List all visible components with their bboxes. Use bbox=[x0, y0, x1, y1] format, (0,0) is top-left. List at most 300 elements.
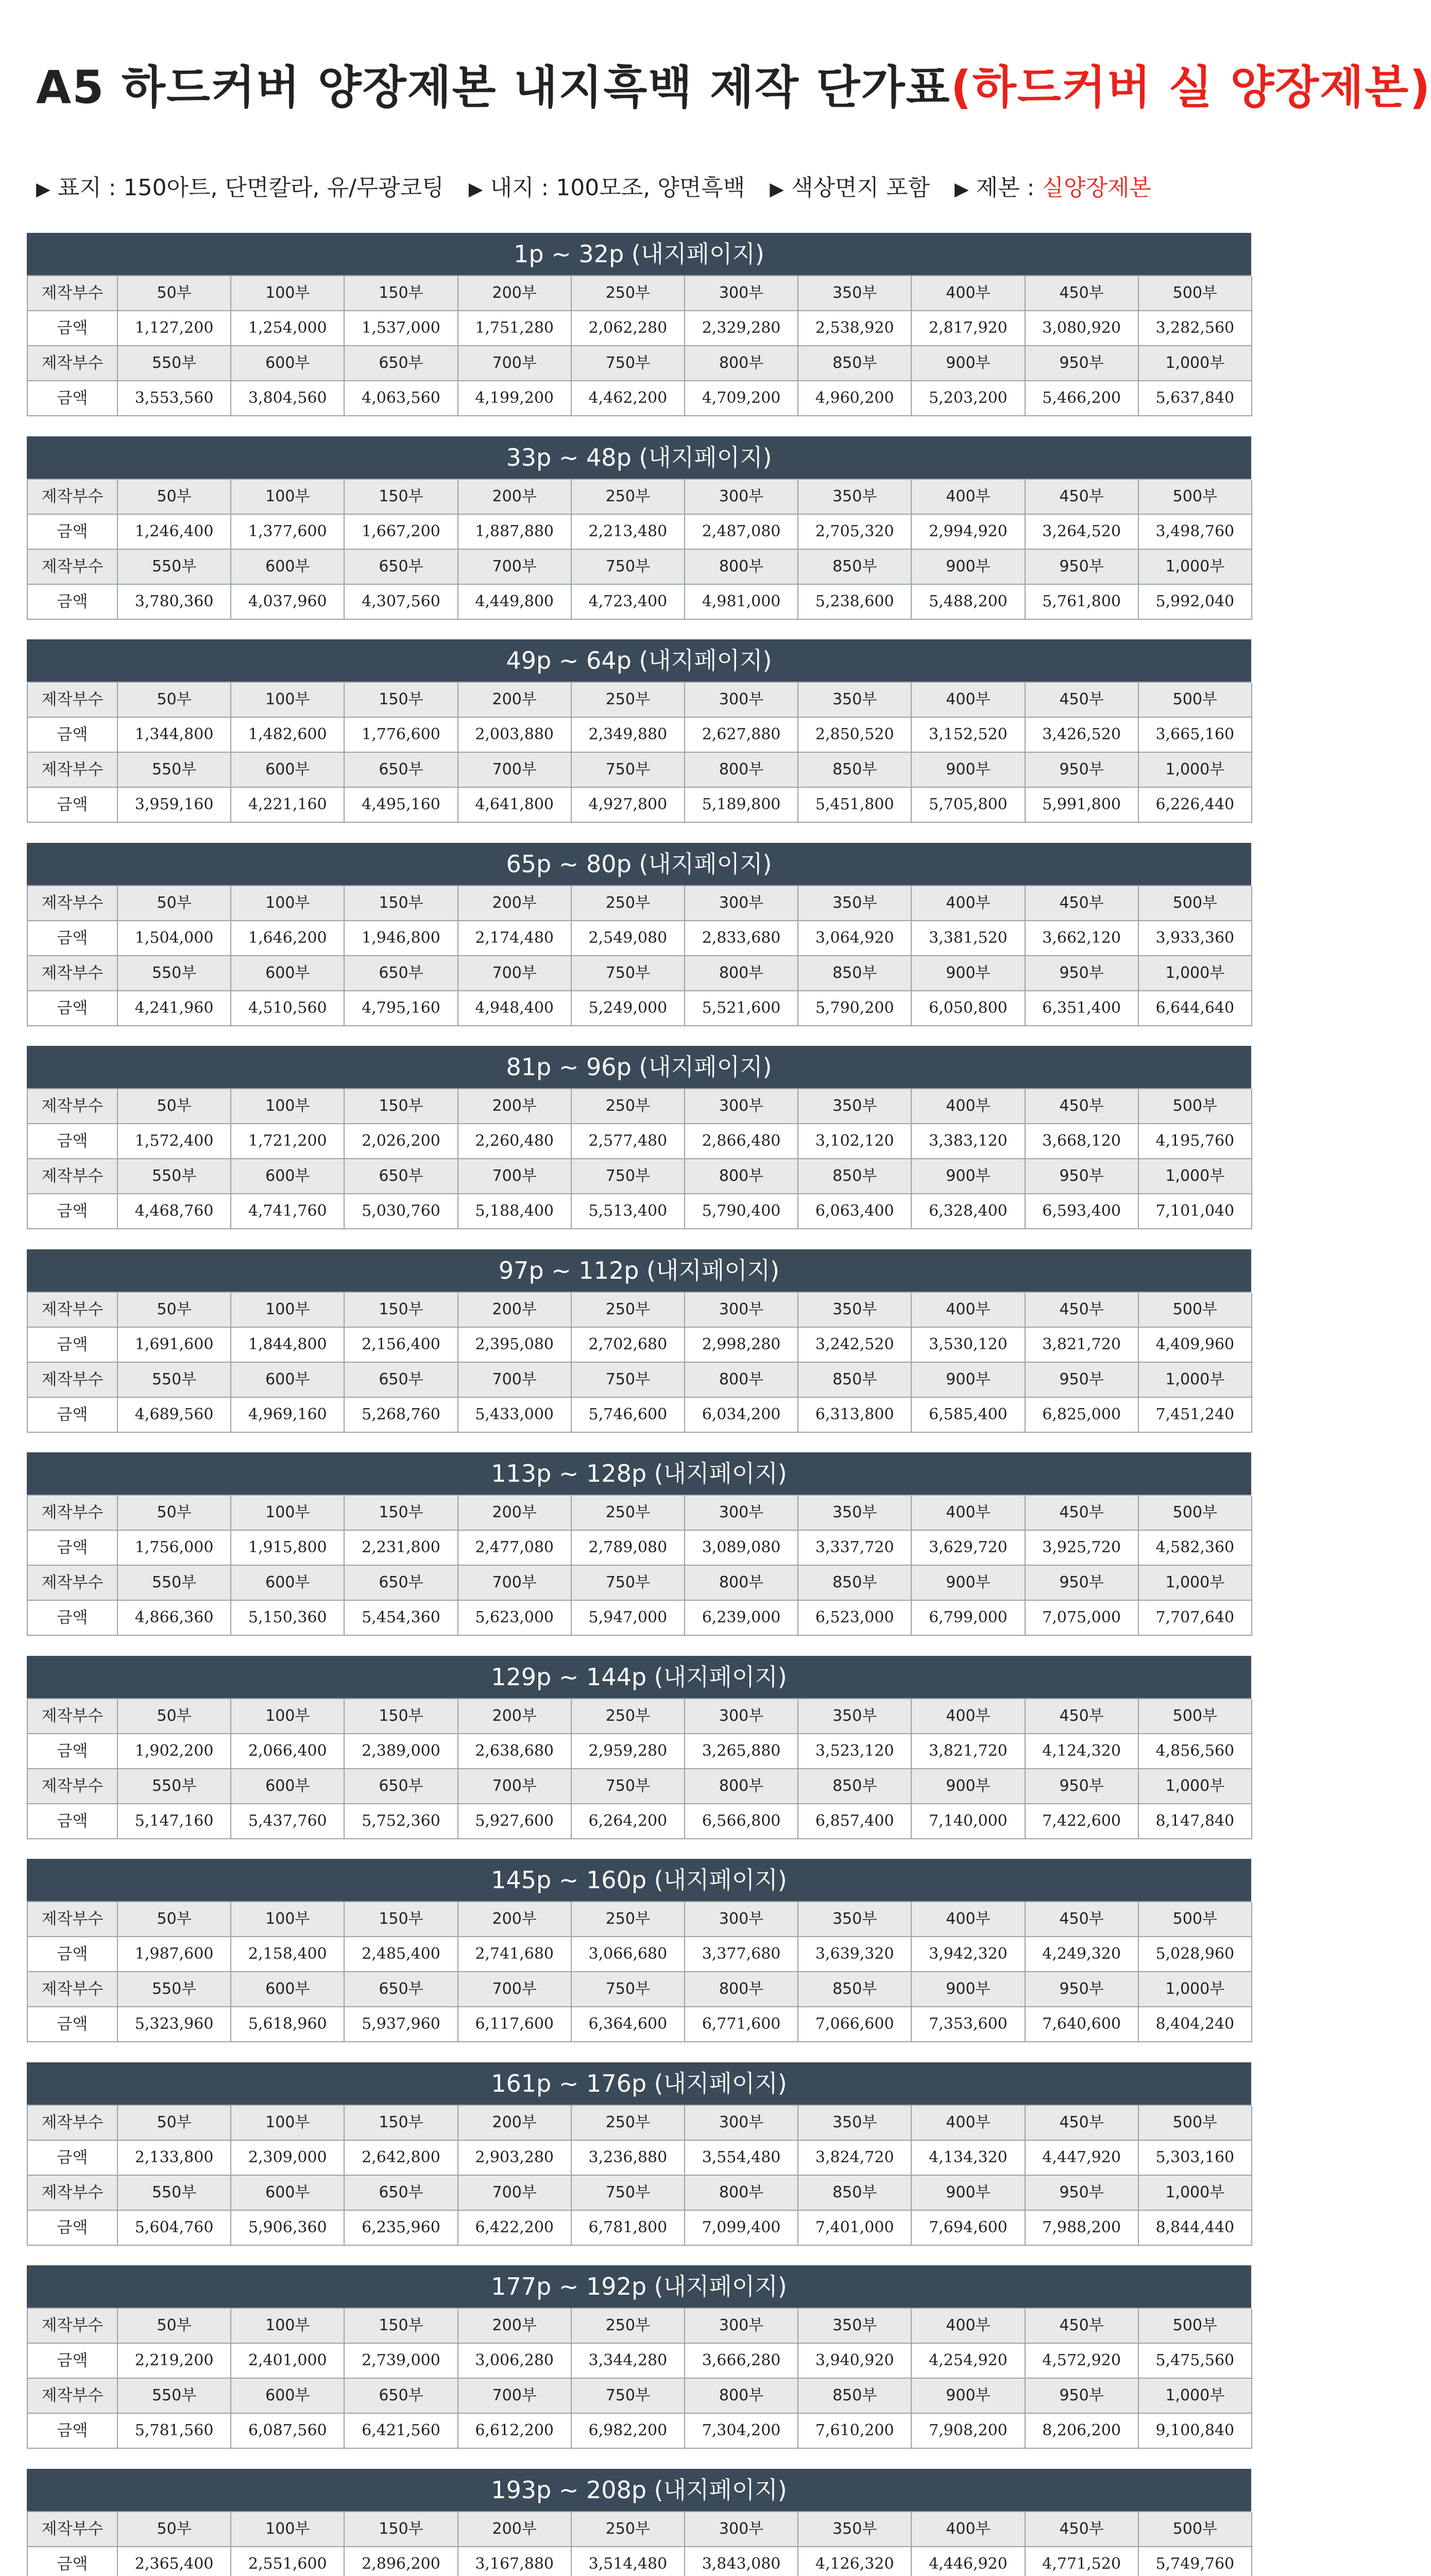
row-label: 제작부수 bbox=[28, 2379, 118, 2414]
quantity-cell: 100부 bbox=[231, 1496, 345, 1531]
quantity-cell: 100부 bbox=[231, 2309, 345, 2344]
quantity-cell: 750부 bbox=[572, 1363, 685, 1398]
price-cell: 1,756,000 bbox=[118, 1531, 231, 1566]
quantity-cell: 900부 bbox=[912, 1363, 1025, 1398]
quantity-cell: 450부 bbox=[1026, 2106, 1139, 2141]
quantity-cell: 900부 bbox=[912, 550, 1025, 585]
price-cell: 6,313,800 bbox=[798, 1398, 912, 1433]
price-cell: 2,642,800 bbox=[345, 2141, 458, 2176]
spec-inner: ▶ 내지 : 100모조, 양면흑백 bbox=[468, 175, 745, 201]
quantity-cell: 50부 bbox=[118, 276, 231, 311]
quantity-cell: 650부 bbox=[345, 1159, 458, 1194]
quantity-cell: 550부 bbox=[118, 346, 231, 381]
page-range-header: 161p ~ 176p (내지페이지) bbox=[27, 2062, 1251, 2105]
quantity-cell: 300부 bbox=[685, 1902, 798, 1937]
price-cell: 2,485,400 bbox=[345, 1937, 458, 1972]
arrow-icon: ▶ bbox=[36, 179, 50, 200]
quantity-row bbox=[28, 1159, 1251, 1194]
quantity-cell: 850부 bbox=[798, 956, 912, 991]
row-label: 제작부수 bbox=[28, 1902, 118, 1937]
quantity-cell: 900부 bbox=[912, 2379, 1025, 2414]
price-cell: 4,981,000 bbox=[685, 585, 798, 620]
quantity-cell: 750부 bbox=[572, 1159, 685, 1194]
row-label: 제작부수 bbox=[28, 550, 118, 585]
price-cell: 3,780,360 bbox=[118, 585, 231, 620]
row-label: 금액 bbox=[28, 311, 118, 346]
price-cell: 3,821,720 bbox=[912, 1734, 1025, 1769]
quantity-cell: 100부 bbox=[231, 480, 345, 515]
price-table bbox=[27, 1046, 1251, 1231]
quantity-cell: 50부 bbox=[118, 683, 231, 718]
quantity-cell: 300부 bbox=[685, 2512, 798, 2547]
quantity-cell: 800부 bbox=[685, 550, 798, 585]
price-cell: 7,988,200 bbox=[1026, 2211, 1139, 2246]
quantity-cell: 950부 bbox=[1026, 1769, 1139, 1804]
price-cell: 8,206,200 bbox=[1026, 2414, 1139, 2449]
price-cell: 1,844,800 bbox=[231, 1328, 345, 1363]
quantity-cell: 450부 bbox=[1026, 276, 1139, 311]
quantity-cell: 250부 bbox=[572, 683, 685, 718]
price-cell: 4,948,400 bbox=[458, 991, 572, 1026]
quantity-cell: 1,000부 bbox=[1139, 550, 1252, 585]
row-label: 제작부수 bbox=[28, 683, 118, 718]
quantity-cell: 500부 bbox=[1139, 1496, 1252, 1531]
price-cell: 2,705,320 bbox=[798, 515, 912, 550]
price-cell: 1,572,400 bbox=[118, 1124, 231, 1159]
price-cell: 1,987,600 bbox=[118, 1937, 231, 1972]
price-cell: 2,741,680 bbox=[458, 1937, 572, 1972]
price-cell: 2,026,200 bbox=[345, 1124, 458, 1159]
quantity-cell: 350부 bbox=[798, 683, 912, 718]
price-cell: 2,551,600 bbox=[231, 2547, 345, 2576]
amount-row bbox=[28, 381, 1251, 416]
quantity-cell: 800부 bbox=[685, 1972, 798, 2007]
price-cell: 2,309,000 bbox=[231, 2141, 345, 2176]
price-cell: 6,351,400 bbox=[1026, 991, 1139, 1026]
price-cell: 4,063,560 bbox=[345, 381, 458, 416]
price-cell: 4,866,360 bbox=[118, 1601, 231, 1636]
page-range-header: 97p ~ 112p (내지페이지) bbox=[27, 1249, 1251, 1292]
price-grid bbox=[27, 2105, 1251, 2246]
price-cell: 3,080,920 bbox=[1026, 311, 1139, 346]
quantity-cell: 300부 bbox=[685, 2309, 798, 2344]
price-cell: 3,668,120 bbox=[1026, 1124, 1139, 1159]
quantity-cell: 750부 bbox=[572, 1566, 685, 1601]
quantity-cell: 450부 bbox=[1026, 2512, 1139, 2547]
price-cell: 4,195,760 bbox=[1139, 1124, 1252, 1159]
quantity-row bbox=[28, 550, 1251, 585]
quantity-cell: 250부 bbox=[572, 2106, 685, 2141]
price-cell: 7,707,640 bbox=[1139, 1601, 1252, 1636]
price-cell: 4,462,200 bbox=[572, 381, 685, 416]
quantity-cell: 700부 bbox=[458, 1769, 572, 1804]
price-cell: 3,666,280 bbox=[685, 2344, 798, 2379]
price-grid bbox=[27, 1901, 1251, 2042]
quantity-cell: 500부 bbox=[1139, 1699, 1252, 1734]
row-label: 제작부수 bbox=[28, 276, 118, 311]
quantity-cell: 150부 bbox=[345, 1293, 458, 1328]
quantity-cell: 300부 bbox=[685, 886, 798, 921]
price-cell: 6,523,000 bbox=[798, 1601, 912, 1636]
quantity-cell: 150부 bbox=[345, 1496, 458, 1531]
quantity-cell: 250부 bbox=[572, 1496, 685, 1531]
quantity-cell: 100부 bbox=[231, 683, 345, 718]
price-cell: 6,328,400 bbox=[912, 1194, 1025, 1229]
page-title bbox=[36, 49, 1431, 126]
price-table bbox=[27, 639, 1251, 825]
price-cell: 3,940,920 bbox=[798, 2344, 912, 2379]
quantity-cell: 600부 bbox=[231, 1972, 345, 2007]
price-cell: 1,482,600 bbox=[231, 718, 345, 753]
price-cell: 7,075,000 bbox=[1026, 1601, 1139, 1636]
row-label: 제작부수 bbox=[28, 753, 118, 788]
quantity-cell: 350부 bbox=[798, 1089, 912, 1124]
price-cell: 4,447,920 bbox=[1026, 2141, 1139, 2176]
quantity-cell: 150부 bbox=[345, 1902, 458, 1937]
price-cell: 1,254,000 bbox=[231, 311, 345, 346]
price-grid bbox=[27, 1495, 1251, 1636]
row-label: 금액 bbox=[28, 585, 118, 620]
price-cell: 4,409,960 bbox=[1139, 1328, 1252, 1363]
amount-row bbox=[28, 2141, 1251, 2176]
quantity-cell: 750부 bbox=[572, 753, 685, 788]
quantity-cell: 850부 bbox=[798, 550, 912, 585]
price-cell: 5,623,000 bbox=[458, 1601, 572, 1636]
quantity-cell: 200부 bbox=[458, 480, 572, 515]
amount-row bbox=[28, 2414, 1251, 2449]
quantity-row bbox=[28, 1769, 1251, 1804]
price-table bbox=[27, 1859, 1251, 2044]
price-cell: 4,134,320 bbox=[912, 2141, 1025, 2176]
quantity-cell: 50부 bbox=[118, 1699, 231, 1734]
price-cell: 5,781,560 bbox=[118, 2414, 231, 2449]
price-cell: 3,265,880 bbox=[685, 1734, 798, 1769]
quantity-cell: 950부 bbox=[1026, 2379, 1139, 2414]
page-range-header: 65p ~ 80p (내지페이지) bbox=[27, 843, 1251, 885]
quantity-cell: 1,000부 bbox=[1139, 1159, 1252, 1194]
price-cell: 1,887,880 bbox=[458, 515, 572, 550]
quantity-cell: 350부 bbox=[798, 1496, 912, 1531]
price-cell: 2,627,880 bbox=[685, 718, 798, 753]
row-label: 제작부수 bbox=[28, 886, 118, 921]
quantity-cell: 150부 bbox=[345, 2512, 458, 2547]
quantity-cell: 850부 bbox=[798, 1769, 912, 1804]
price-cell: 4,927,800 bbox=[572, 788, 685, 823]
quantity-cell: 950부 bbox=[1026, 956, 1139, 991]
quantity-cell: 100부 bbox=[231, 1293, 345, 1328]
quantity-cell: 800부 bbox=[685, 1363, 798, 1398]
quantity-cell: 600부 bbox=[231, 2379, 345, 2414]
price-cell: 3,662,120 bbox=[1026, 921, 1139, 956]
row-label: 제작부수 bbox=[28, 1496, 118, 1531]
row-label: 제작부수 bbox=[28, 2176, 118, 2211]
quantity-row bbox=[28, 480, 1251, 515]
quantity-cell: 350부 bbox=[798, 2309, 912, 2344]
price-cell: 3,102,120 bbox=[798, 1124, 912, 1159]
price-grid bbox=[27, 885, 1251, 1026]
price-cell: 2,158,400 bbox=[231, 1937, 345, 1972]
price-cell: 1,646,200 bbox=[231, 921, 345, 956]
quantity-cell: 1,000부 bbox=[1139, 346, 1252, 381]
price-cell: 5,303,160 bbox=[1139, 2141, 1252, 2176]
quantity-cell: 450부 bbox=[1026, 886, 1139, 921]
quantity-cell: 700부 bbox=[458, 753, 572, 788]
price-cell: 6,117,600 bbox=[458, 2007, 572, 2042]
quantity-cell: 950부 bbox=[1026, 2176, 1139, 2211]
quantity-cell: 700부 bbox=[458, 1972, 572, 2007]
row-label: 제작부수 bbox=[28, 346, 118, 381]
amount-row bbox=[28, 1328, 1251, 1363]
quantity-cell: 300부 bbox=[685, 1293, 798, 1328]
price-cell: 2,156,400 bbox=[345, 1328, 458, 1363]
quantity-cell: 150부 bbox=[345, 1699, 458, 1734]
price-cell: 4,468,760 bbox=[118, 1194, 231, 1229]
price-cell: 2,903,280 bbox=[458, 2141, 572, 2176]
quantity-cell: 200부 bbox=[458, 2309, 572, 2344]
price-cell: 1,246,400 bbox=[118, 515, 231, 550]
quantity-cell: 550부 bbox=[118, 550, 231, 585]
amount-row bbox=[28, 921, 1251, 956]
quantity-cell: 500부 bbox=[1139, 886, 1252, 921]
quantity-row bbox=[28, 1089, 1251, 1124]
quantity-cell: 250부 bbox=[572, 886, 685, 921]
quantity-cell: 300부 bbox=[685, 1089, 798, 1124]
price-cell: 2,577,480 bbox=[572, 1124, 685, 1159]
quantity-cell: 400부 bbox=[912, 1293, 1025, 1328]
quantity-cell: 500부 bbox=[1139, 276, 1252, 311]
price-cell: 5,454,360 bbox=[345, 1601, 458, 1636]
price-cell: 3,553,560 bbox=[118, 381, 231, 416]
amount-row bbox=[28, 585, 1251, 620]
arrow-icon: ▶ bbox=[954, 179, 969, 200]
quantity-cell: 650부 bbox=[345, 956, 458, 991]
price-grid bbox=[27, 275, 1251, 416]
quantity-cell: 450부 bbox=[1026, 1089, 1139, 1124]
price-cell: 5,604,760 bbox=[118, 2211, 231, 2246]
quantity-cell: 600부 bbox=[231, 956, 345, 991]
quantity-cell: 550부 bbox=[118, 956, 231, 991]
quantity-cell: 750부 bbox=[572, 1972, 685, 2007]
price-cell: 4,960,200 bbox=[798, 381, 912, 416]
price-cell: 6,421,560 bbox=[345, 2414, 458, 2449]
row-label: 금액 bbox=[28, 788, 118, 823]
price-cell: 3,942,320 bbox=[912, 1937, 1025, 1972]
amount-row bbox=[28, 2007, 1251, 2042]
price-cell: 5,705,800 bbox=[912, 788, 1025, 823]
price-cell: 4,723,400 bbox=[572, 585, 685, 620]
price-cell: 3,554,480 bbox=[685, 2141, 798, 2176]
quantity-cell: 250부 bbox=[572, 276, 685, 311]
quantity-cell: 700부 bbox=[458, 1566, 572, 1601]
quantity-row bbox=[28, 2309, 1251, 2344]
row-label: 제작부수 bbox=[28, 2512, 118, 2547]
price-cell: 1,377,600 bbox=[231, 515, 345, 550]
price-cell: 5,188,400 bbox=[458, 1194, 572, 1229]
quantity-cell: 700부 bbox=[458, 1363, 572, 1398]
quantity-cell: 550부 bbox=[118, 1363, 231, 1398]
quantity-cell: 600부 bbox=[231, 2176, 345, 2211]
quantity-cell: 500부 bbox=[1139, 1902, 1252, 1937]
quantity-cell: 600부 bbox=[231, 1159, 345, 1194]
price-cell: 2,066,400 bbox=[231, 1734, 345, 1769]
amount-row bbox=[28, 1734, 1251, 1769]
quantity-cell: 750부 bbox=[572, 346, 685, 381]
price-cell: 5,618,960 bbox=[231, 2007, 345, 2042]
quantity-row bbox=[28, 753, 1251, 788]
price-cell: 4,254,920 bbox=[912, 2344, 1025, 2379]
quantity-cell: 250부 bbox=[572, 480, 685, 515]
price-cell: 6,566,800 bbox=[685, 1804, 798, 1839]
quantity-cell: 750부 bbox=[572, 956, 685, 991]
price-cell: 3,089,080 bbox=[685, 1531, 798, 1566]
row-label: 금액 bbox=[28, 921, 118, 956]
row-label: 금액 bbox=[28, 1531, 118, 1566]
quantity-cell: 200부 bbox=[458, 2512, 572, 2547]
price-cell: 2,349,880 bbox=[572, 718, 685, 753]
quantity-row bbox=[28, 346, 1251, 381]
price-cell: 3,824,720 bbox=[798, 2141, 912, 2176]
row-label: 제작부수 bbox=[28, 2106, 118, 2141]
price-cell: 3,066,680 bbox=[572, 1937, 685, 1972]
page-range-header: 129p ~ 144p (내지페이지) bbox=[27, 1656, 1251, 1698]
price-cell: 9,100,840 bbox=[1139, 2414, 1252, 2449]
quantity-cell: 450부 bbox=[1026, 1902, 1139, 1937]
quantity-cell: 700부 bbox=[458, 2176, 572, 2211]
price-cell: 1,344,800 bbox=[118, 718, 231, 753]
row-label: 금액 bbox=[28, 381, 118, 416]
price-grid bbox=[27, 1292, 1251, 1433]
price-cell: 3,665,160 bbox=[1139, 718, 1252, 753]
price-cell: 6,585,400 bbox=[912, 1398, 1025, 1433]
price-cell: 2,833,680 bbox=[685, 921, 798, 956]
row-label: 금액 bbox=[28, 2547, 118, 2576]
quantity-cell: 300부 bbox=[685, 683, 798, 718]
quantity-cell: 350부 bbox=[798, 480, 912, 515]
price-cell: 4,221,160 bbox=[231, 788, 345, 823]
quantity-cell: 850부 bbox=[798, 1363, 912, 1398]
price-grid bbox=[27, 1088, 1251, 1229]
quantity-row bbox=[28, 2106, 1251, 2141]
quantity-cell: 500부 bbox=[1139, 683, 1252, 718]
price-cell: 3,514,480 bbox=[572, 2547, 685, 2576]
quantity-cell: 950부 bbox=[1026, 550, 1139, 585]
price-cell: 2,538,920 bbox=[798, 311, 912, 346]
price-cell: 2,329,280 bbox=[685, 311, 798, 346]
price-grid bbox=[27, 1698, 1251, 1839]
quantity-cell: 650부 bbox=[345, 1363, 458, 1398]
price-cell: 3,006,280 bbox=[458, 2344, 572, 2379]
quantity-row bbox=[28, 886, 1251, 921]
price-cell: 1,537,000 bbox=[345, 311, 458, 346]
price-cell: 3,282,560 bbox=[1139, 311, 1252, 346]
quantity-cell: 800부 bbox=[685, 1769, 798, 1804]
price-cell: 5,906,360 bbox=[231, 2211, 345, 2246]
price-cell: 5,030,760 bbox=[345, 1194, 458, 1229]
price-cell: 2,850,520 bbox=[798, 718, 912, 753]
price-cell: 6,050,800 bbox=[912, 991, 1025, 1026]
quantity-cell: 800부 bbox=[685, 2176, 798, 2211]
price-cell: 2,896,200 bbox=[345, 2547, 458, 2576]
price-cell: 4,572,920 bbox=[1026, 2344, 1139, 2379]
price-cell: 7,066,600 bbox=[798, 2007, 912, 2042]
price-cell: 3,236,880 bbox=[572, 2141, 685, 2176]
quantity-cell: 800부 bbox=[685, 1159, 798, 1194]
quantity-cell: 650부 bbox=[345, 2379, 458, 2414]
price-cell: 2,231,800 bbox=[345, 1531, 458, 1566]
price-cell: 6,644,640 bbox=[1139, 991, 1252, 1026]
price-cell: 1,902,200 bbox=[118, 1734, 231, 1769]
price-cell: 6,239,000 bbox=[685, 1601, 798, 1636]
quantity-cell: 100부 bbox=[231, 1089, 345, 1124]
price-cell: 2,389,000 bbox=[345, 1734, 458, 1769]
page-range-header: 49p ~ 64p (내지페이지) bbox=[27, 639, 1251, 682]
quantity-cell: 950부 bbox=[1026, 1363, 1139, 1398]
quantity-cell: 200부 bbox=[458, 1089, 572, 1124]
quantity-cell: 50부 bbox=[118, 1089, 231, 1124]
quantity-cell: 100부 bbox=[231, 1699, 345, 1734]
quantity-cell: 800부 bbox=[685, 346, 798, 381]
quantity-cell: 850부 bbox=[798, 2176, 912, 2211]
price-cell: 6,034,200 bbox=[685, 1398, 798, 1433]
price-cell: 4,449,800 bbox=[458, 585, 572, 620]
quantity-cell: 850부 bbox=[798, 2379, 912, 2414]
quantity-cell: 450부 bbox=[1026, 1293, 1139, 1328]
spec-binding: ▶ 제본 : 실양장제본 bbox=[954, 175, 1152, 201]
quantity-cell: 1,000부 bbox=[1139, 2176, 1252, 2211]
price-cell: 6,799,000 bbox=[912, 1601, 1025, 1636]
price-cell: 6,825,000 bbox=[1026, 1398, 1139, 1433]
price-cell: 2,062,280 bbox=[572, 311, 685, 346]
quantity-cell: 1,000부 bbox=[1139, 753, 1252, 788]
page-range-header: 81p ~ 96p (내지페이지) bbox=[27, 1046, 1251, 1088]
quantity-cell: 150부 bbox=[345, 683, 458, 718]
price-grid bbox=[27, 682, 1251, 823]
price-cell: 3,337,720 bbox=[798, 1531, 912, 1566]
price-cell: 2,866,480 bbox=[685, 1124, 798, 1159]
price-cell: 3,639,320 bbox=[798, 1937, 912, 1972]
price-cell: 4,126,320 bbox=[798, 2547, 912, 2576]
quantity-row bbox=[28, 1566, 1251, 1601]
price-cell: 4,199,200 bbox=[458, 381, 572, 416]
row-label: 금액 bbox=[28, 1328, 118, 1363]
quantity-cell: 850부 bbox=[798, 1972, 912, 2007]
price-table bbox=[27, 436, 1251, 622]
quantity-cell: 800부 bbox=[685, 2379, 798, 2414]
quantity-cell: 250부 bbox=[572, 1902, 685, 1937]
amount-row bbox=[28, 2211, 1251, 2246]
price-cell: 7,099,400 bbox=[685, 2211, 798, 2246]
quantity-row bbox=[28, 276, 1251, 311]
quantity-cell: 200부 bbox=[458, 1902, 572, 1937]
quantity-cell: 150부 bbox=[345, 480, 458, 515]
price-cell: 7,640,600 bbox=[1026, 2007, 1139, 2042]
quantity-cell: 50부 bbox=[118, 1293, 231, 1328]
amount-row bbox=[28, 1937, 1251, 1972]
price-cell: 8,404,240 bbox=[1139, 2007, 1252, 2042]
price-cell: 7,304,200 bbox=[685, 2414, 798, 2449]
quantity-cell: 650부 bbox=[345, 2176, 458, 2211]
price-cell: 7,610,200 bbox=[798, 2414, 912, 2449]
price-cell: 7,101,040 bbox=[1139, 1194, 1252, 1229]
price-cell: 3,629,720 bbox=[912, 1531, 1025, 1566]
quantity-cell: 800부 bbox=[685, 753, 798, 788]
arrow-icon: ▶ bbox=[468, 179, 483, 200]
quantity-cell: 500부 bbox=[1139, 480, 1252, 515]
quantity-cell: 250부 bbox=[572, 2512, 685, 2547]
price-table bbox=[27, 1656, 1251, 1841]
page-range-header: 1p ~ 32p (내지페이지) bbox=[27, 233, 1251, 275]
row-label: 제작부수 bbox=[28, 480, 118, 515]
